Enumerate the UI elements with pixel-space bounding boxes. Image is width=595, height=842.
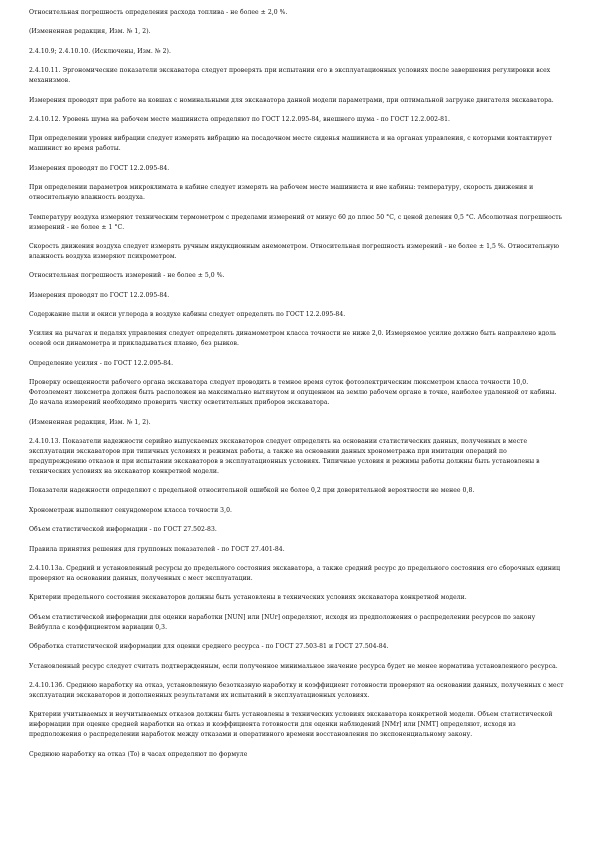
paragraph-relative-error: Относительная погрешность измерений - не более ± 5,0 %. [29,272,225,280]
paragraph-decision-rules: Правила принятия решения для групповых показателей - по ГОСТ 27.401-84. [29,545,285,553]
paragraph-reliability: 2.4.10.13. Показатели надежности серийно выпускаемых экскаваторов следует определять на основании статистических данных, полученных в месте эксплуатации экскаваторов при типичных условиях и режимах работы, а также на основании данных хронометража при имитации операций по предупреждению отказов и при испытании экскаваторов в эксплуатационных условиях. Типичные условия и режимы работы должны быть установлены в технических условиях на экскаватор конкретной модели. [29,438,540,476]
paragraph-vibration: При определении уровня вибрации следует измерять вибрацию на посадочном месте сиденья машиниста и на органах управления, с которыми контактирует машинист во время работы. [29,135,553,153]
paragraph-established-resource: Установленный ресурс следует считать подтвержденным, если полученное минимальное значение ресурса будет не менее норматива установленного ресурса. [29,662,558,670]
paragraph-statistics-volume: Объем статистической информации - по ГОСТ 27.502-83. [29,526,217,534]
paragraph-measurement-standard-2: Измерения проводят по ГОСТ 12.2.095-84. [29,291,170,299]
paragraph-formula-intro: Среднюю наработку на отказ (To) в часах определяют по формуле [29,750,248,758]
paragraph-resource: 2.4.10.13а. Средний и установленный ресурсы до предельного состояния экскаватора, а также средний ресурс до предельного состояния его сборочных единиц проверяют на основании данных, полученных с мест эксплуатации. [29,564,561,582]
paragraph-dust-content: Содержание пыли и окиси углерода в воздухе кабины следует определять по ГОСТ 12.2.095-84. [29,311,346,319]
paragraph-statistics-processing: Обработка статистической информации для оценки среднего ресурса - по ГОСТ 27.503-81 и ГОСТ 27.504-84. [29,643,389,651]
paragraph-measurement-standard: Измерения проводят по ГОСТ 12.2.095-84. [29,164,170,172]
paragraph-limit-state-criteria: Критерии предельного состояния экскаваторов должны быть установлены в технических условиях экскаватора конкретной модели. [29,594,467,602]
paragraph-illumination: Проверку освещенности рабочего органа экскаватора следует проводить в темное время суток фотоэлектрическим люксметром класса точности 10,0. Фотоэлемент люксметра должен быть расположен на максимально вытянутом и опущенном на землю рабочем органе в точке, наиболее удаленной от кабины. До начала измерений необходимо проверить чистку осветительных приборов экскаватора. [29,379,557,407]
paragraph-mtbf: 2.4.10.13б. Среднюю наработку на отказ, установленную безотказную наработку и коэффициент готовности проверяют на основании данных, полученных с мест эксплуатации экскаваторов и дополненных результатами их испытаний в эксплуатационных условиях. [29,681,564,699]
paragraph-failure-criteria: Критерии учитываемых и неучитываемых отказов должны быть установлены в технических условиях экскаватора конкретной модели. Объем статистической информации при оценке средней наработки на отказ и коэффициента готовности для оценки наблюдений [NMr] или [NMT] определяют, исходя из предположения о распределении наработок между отказами и оперативного времени восстановления по экспоненциальному закону. [29,711,553,739]
paragraph-measurement-conditions: Измерения проводят при работе на ковшах с номинальными для экскаватора данной модели параметрами, при оптимальной загрузке двигателя экскаватора. [29,96,554,104]
paragraph-excluded-clauses: 2.4.10.9; 2.4.10.10. (Исключены, Изм. № 2). [29,47,171,55]
paragraph-temperature: Температуру воздуха измеряют техническим термометром с пределами измерений от минус 60 до плюс 50 °С, с ценой деления 0,5 °С. Абсолютная погрешность измерений - не более ± 1 °С. [29,213,563,231]
paragraph-microclimate: При определении параметров микроклимата в кабине следует измерять на рабочем месте машиниста и вне кабины: температуру, скорость движения и относительную влажность воздуха. [29,184,534,202]
paragraph-reliability-error: Показатели надежности определяют с предельной относительной ошибкой не более 0,2 при доверительной вероятности не менее 0,8. [29,487,475,495]
paragraph-noise-level: 2.4.10.12. Уровень шума на рабочем месте машиниста определяют по ГОСТ 12.2.095-84, внешнего шума - по ГОСТ 12.2.002-81. [29,115,450,123]
paragraph-fuel-error: Относительная погрешность определения расхода топлива - не более ± 2,0 %. [29,9,288,16]
paragraph-timing: Хронометраж выполняют секундомером класса точности 3,0. [29,506,232,514]
paragraph-weibull: Объем статистической информации для оценки наработки [NUN] или [NUr] определяют, исходя из предположения о распределении ресурсов по закону Вейбулла с коэффициентом вариации 0,3. [29,613,536,631]
paragraph-revision-note: (Измененная редакция, Изм. № 1, 2). [29,28,151,36]
paragraph-air-speed: Скорость движения воздуха следует измерять ручным индукционным анемометром. Относительная погрешность измерений - не более ± 1,5 %. Относительную влажность воздуха измеряют психрометром. [29,242,560,260]
paragraph-force-standard: Определение усилия - по ГОСТ 12.2.095-84. [29,359,174,367]
paragraph-revision-note-2: (Измененная редакция, Изм. № 1, 2). [29,418,151,426]
paragraph-ergonomics: 2.4.10.11. Эргономические показатели экскаватора следует проверять при испытании его в эксплуатационных условиях после завершения регулировки всех механизмов. [29,67,551,85]
paragraph-control-forces: Усилия на рычагах и педалях управления следует определять динамометром класса точности не ниже 2,0. Измеряемое усилие должно быть направлено вдоль осевой оси динамометра и прикладываться плавно, без рывков. [29,330,557,348]
